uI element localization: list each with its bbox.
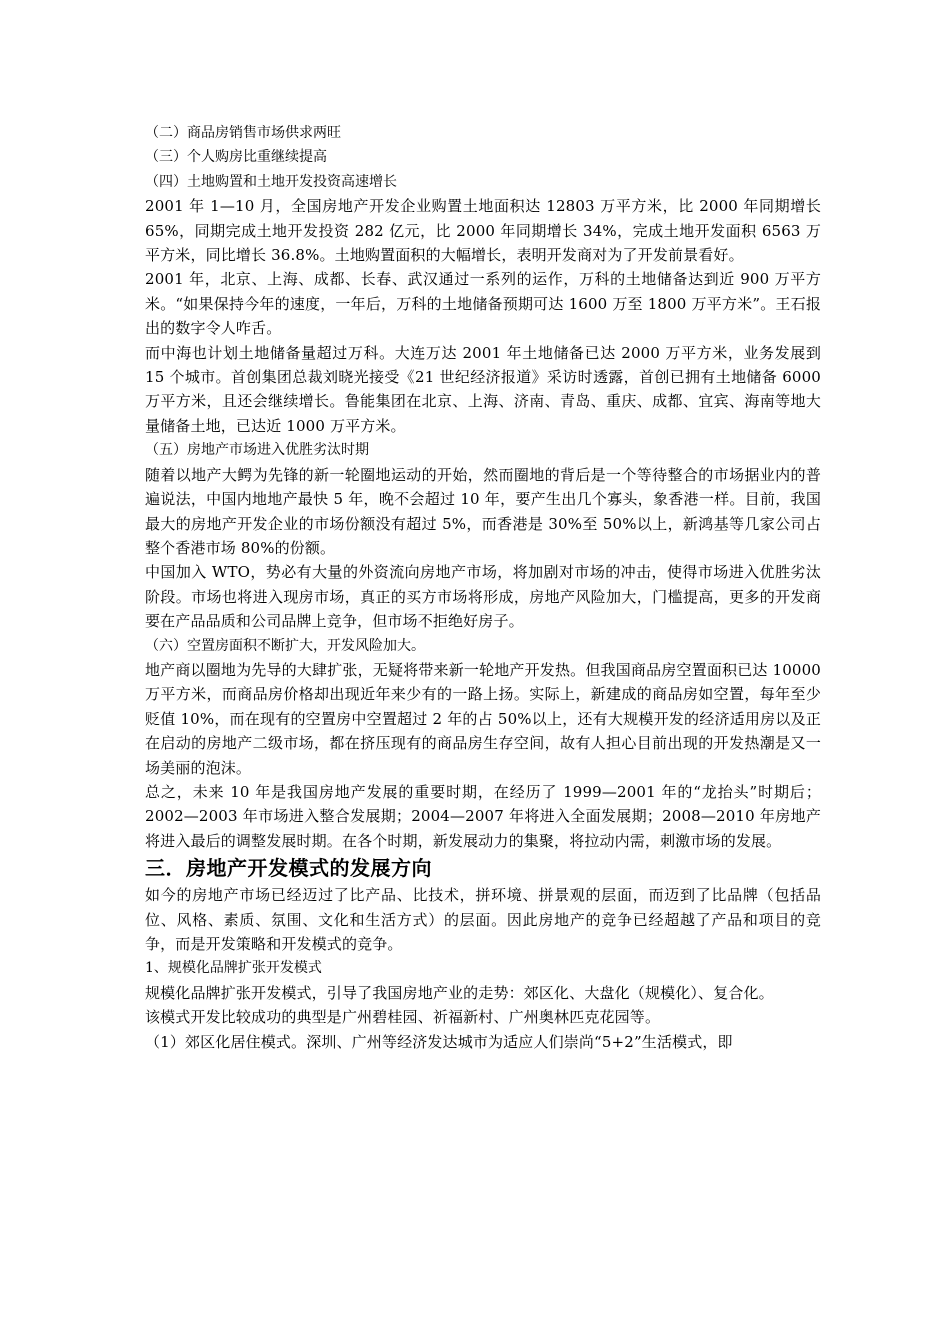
paragraph-vanke-reserve: 2001 年，北京、上海、成都、长春、武汉通过一系列的运作，万科的土地储备达到近 900 万平方米。“如果保持今年的速度，一年后，万科的土地储备预期可达 1600 万至 1800 万平方米”。王石报出的数字令人咋舌。 <box>145 270 821 338</box>
paragraph-model-examples: 该模式开发比较成功的典型是广州碧桂园、祈福新村、广州奥林匹克花园等。 <box>145 1008 661 1027</box>
subheading-scale-brand-model: 1、规模化品牌扩张开发模式 <box>145 960 322 977</box>
paragraph-suburban-living: （1）郊区化居住模式。深圳、广州等经济发达城市为适应人们崇尚“5+2”生活模式，即 <box>145 1032 733 1051</box>
paragraph-vacancy-risk: 地产商以圈地为先导的大肆扩张，无疑将带来新一轮地产开发热。但我国商品房空置面积已达 10000 万平方米，而商品房价格却出现近年来少有的一路上扬。实际上，新建成的商品房如空置，每年至少贬值 10%，而在现有的空置房中空置超过 2 年的占 50%以上，还有大规模开发的经济适用房以及正在启动的房地产二级市场，都在挤压现有的商品房生存空间，故有人担心目前出现的开发热潮是又一场美丽的泡沫。 <box>145 660 821 777</box>
paragraph-market-consolidation: 随着以地产大鳄为先锋的新一轮圈地运动的开始，然而圈地的背后是一个等待整合的市场据业内的普遍说法，中国内地地产最快 5 年，晚不会超过 10 年，要产生出几个寡头，象香港一样。目前，我国最大的房地产开发企业的市场份额没有超过 5%，而香港是 30%至 50%以上，新鸿基等几家公司占整个香港市场 80%的份额。 <box>145 465 821 557</box>
subheading-survival-of-fittest: （五）房地产市场进入优胜劣汰时期 <box>145 442 369 459</box>
paragraph-land-statistics: 2001 年 1—10 月，全国房地产开发企业购置土地面积达 12803 万平方米，比 2000 年同期增长 65%，同期完成土地开发投资 282 亿元，比 2000 年同期增长 34%，完成土地开发面积 6563 万平方米，同比增长 36.8%。土地购置面积的大幅增长，表明开发商对为了开发前景看好。 <box>145 197 821 265</box>
paragraph-summary: 总之，未来 10 年是我国房地产发展的重要时期，在经历了 1999—2001 年的“龙抬头”时期后；2002—2003 年市场进入整合发展期；2004—2007 年将进入全面发展期；2008—2010 年房地产将进入最后的调整发展时期。在各个时期，新发展动力的集聚，将拉动内需，刺激市场的发展。 <box>145 782 821 850</box>
subheading-vacancy: （六）空置房面积不断扩大，开发风险加大。 <box>145 637 425 654</box>
section-heading: 三．房地产开发模式的发展方向 <box>145 856 432 881</box>
subheading-personal-purchase: （三）个人购房比重继续提高 <box>145 149 327 166</box>
document-body <box>145 121 821 1054</box>
paragraph-land-reserves: 而中海也计划土地储备量超过万科。大连万达 2001 年土地储备已达 2000 万平方米，业务发展到 15 个城市。首创集团总裁刘晓光接受《21 世纪经济报道》采访时透露，首创已拥有土地储备 6000 万平方米，且还会继续增长。鲁能集团在北京、上海、济南、青岛、重庆、成都、宜宾、海南等地大量储备土地，已达近 1000 万平方米。 <box>145 343 821 435</box>
subheading-land-investment: （四）土地购置和土地开发投资高速增长 <box>145 173 397 190</box>
subheading-supply-demand: （二）商品房销售市场供求两旺 <box>145 125 341 141</box>
paragraph-competition: 如今的房地产市场已经迈过了比产品、比技术，拼环境、拼景观的层面，而迈到了比品牌（包括品位、风格、素质、氛围、文化和生活方式）的层面。因此房地产的竞争已经超越了产品和项目的竞争，而是开发策略和开发模式的竞争。 <box>145 886 821 953</box>
paragraph-wto-impact: 中国加入 WTO，势必有大量的外资流向房地产市场，将加剧对市场的冲击，使得市场进入优胜劣汰阶段。市场也将进入现房市场，真正的买方市场将形成，房地产风险加大，门槛提高，更多的开发商要在产品品质和公司品牌上竞争，但市场不拒绝好房子。 <box>145 563 821 631</box>
paragraph-scale-brand-trend: 规模化品牌扩张开发模式，引导了我国房地产业的走势：郊区化、大盘化（规模化）、复合化。 <box>145 983 774 1002</box>
